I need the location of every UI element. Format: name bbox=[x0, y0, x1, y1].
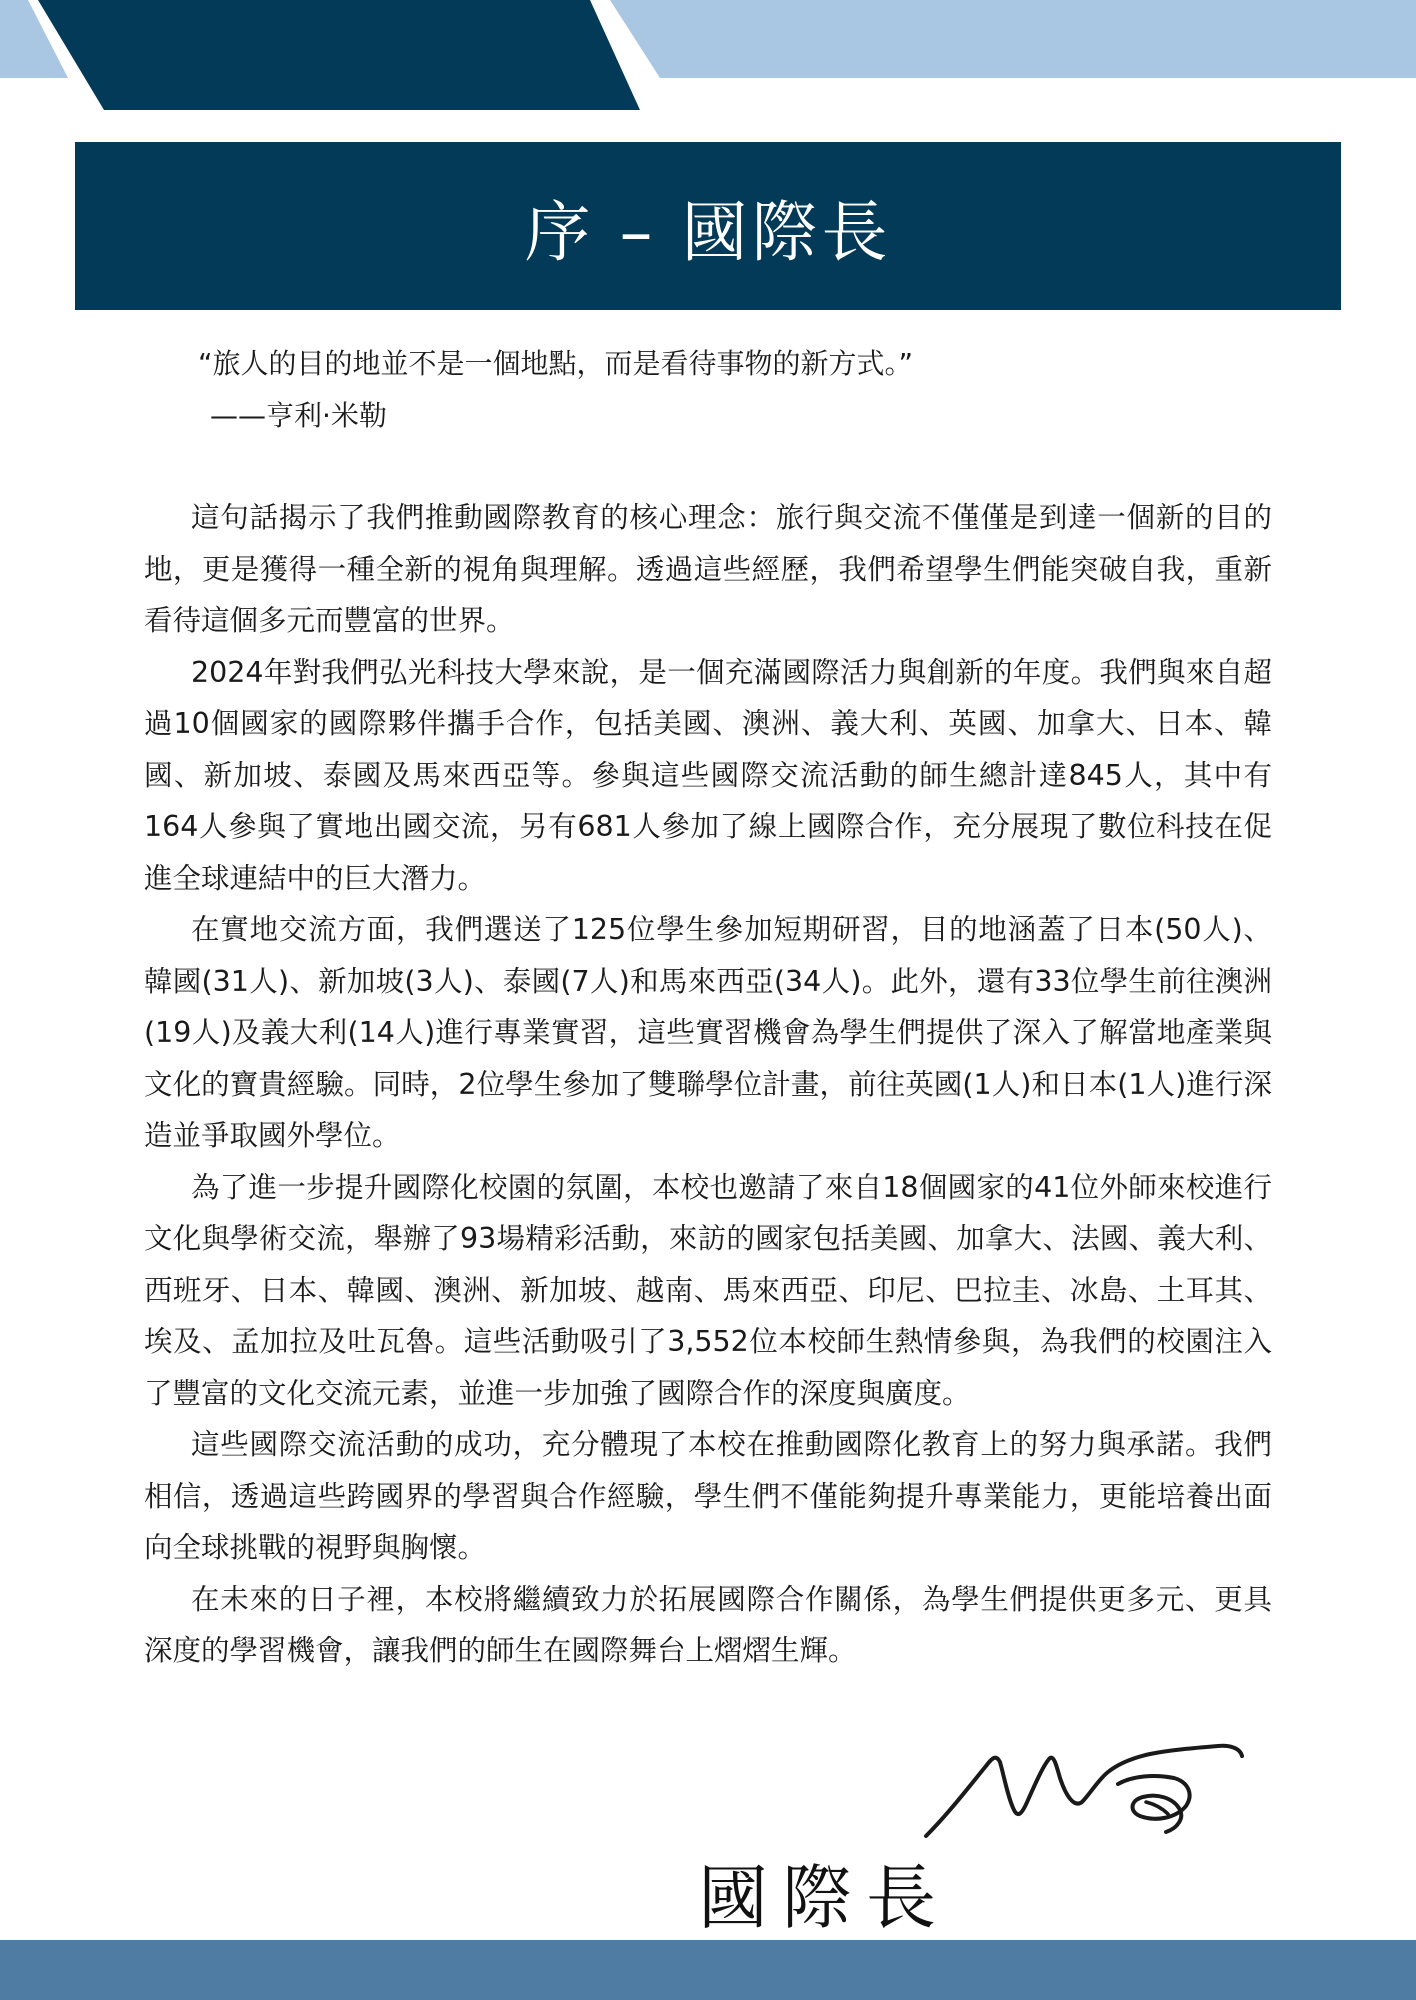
footer-bar bbox=[0, 1940, 1416, 2000]
title-banner bbox=[75, 142, 1341, 310]
handwritten-signature bbox=[918, 1718, 1258, 1848]
paragraph: 這些國際交流活動的成功，充分體現了本校在推動國際化教育上的努力與承諾。我們相信，透過這些跨國界的學習與合作經驗，學生們不僅能夠提升專業能力，更能培養出面向全球挑戰的視野與胸懷。 bbox=[144, 1428, 1272, 1564]
quote-author: ——亨利·米勒 bbox=[210, 399, 387, 432]
signatory-title: 國際長 bbox=[698, 1857, 950, 1939]
header-decoration bbox=[0, 0, 1416, 115]
page-title: 序 – 國際長 bbox=[524, 193, 892, 271]
paragraph: 在實地交流方面，我們選送了125位學生參加短期研習，目的地涵蓋了日本(50人)、韓國(31人)、新加坡(3人)、泰國(7人)和馬來西亞(34人)。此外，還有33位學生前往澳洲(19人)及義大利(14人)進行專業實習，這些實習機會為學生們提供了深入了解當地產業與文化的寶貴經驗。同時，2位學生參加了雙聯學位計畫，前往英國(1人)和日本(1人)進行深造並爭取國外學位。 bbox=[144, 913, 1272, 1152]
body-text bbox=[144, 492, 1272, 1677]
paragraph: 這句話揭示了我們推動國際教育的核心理念：旅行與交流不僅僅是到達一個新的目的地，更是獲得一種全新的視角與理解。透過這些經歷，我們希望學生們能突破自我，重新看待這個多元而豐富的世界。 bbox=[144, 501, 1272, 637]
paragraph: 2024年對我們弘光科技大學來說，是一個充滿國際活力與創新的年度。我們與來自超過10個國家的國際夥伴攜手合作，包括美國、澳洲、義大利、英國、加拿大、日本、韓國、新加坡、泰國及馬來西亞等。參與這些國際交流活動的師生總計達845人，其中有164人參與了實地出國交流，另有681人參加了線上國際合作，充分展現了數位科技在促進全球連結中的巨大潛力。 bbox=[144, 655, 1272, 895]
quote-text: “旅人的目的地並不是一個地點，而是看待事物的新方式。” bbox=[198, 347, 914, 380]
epigraph bbox=[198, 338, 1298, 442]
paragraph: 在未來的日子裡，本校將繼續致力於拓展國際合作關係，為學生們提供更多元、更具深度的學習機會，讓我們的師生在國際舞台上熠熠生輝。 bbox=[144, 1582, 1272, 1667]
paragraph: 為了進一步提升國際化校園的氛圍，本校也邀請了來自18個國家的41位外師來校進行文化與學術交流，舉辦了93場精彩活動，來訪的國家包括美國、加拿大、法國、義大利、西班牙、日本、韓國、澳洲、新加坡、越南、馬來西亞、印尼、巴拉圭、冰島、土耳其、埃及、孟加拉及吐瓦魯。這些活動吸引了3,552位本校師生熱情參與，為我們的校園注入了豐富的文化交流元素，並進一步加強了國際合作的深度與廣度。 bbox=[144, 1170, 1272, 1410]
